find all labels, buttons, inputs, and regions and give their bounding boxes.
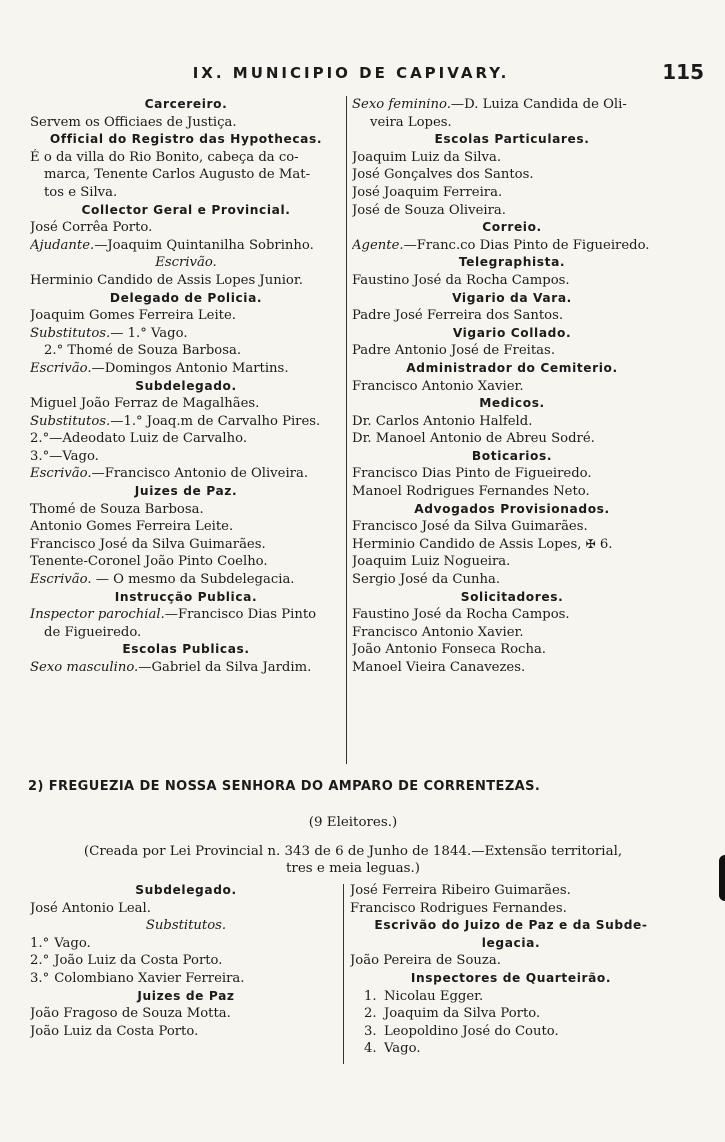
text-line: Padre Antonio José de Freitas.: [352, 343, 556, 359]
name: —Francisco Antonio de Oliveira.: [91, 466, 309, 482]
name: —Gabriel da Silva Jardim.: [138, 660, 312, 675]
heading-delegado: Delegado de Policia.: [109, 290, 263, 305]
text-line: Francisco Rodrigues Fernandes.: [350, 900, 567, 916]
heading-escrivao: Escrivão.: [155, 255, 217, 271]
heading-instrucao: Instrucção Publica.: [114, 589, 258, 604]
heading-collector: Collector Geral e Provincial.: [81, 202, 291, 217]
heading-escrivao: Escrivão do Juizo de Paz e da Subde-: [374, 918, 648, 933]
name: —Francisco Dias Pinto: [164, 607, 317, 623]
name: —1.° Joaq.m de Carvalho Pires.: [110, 413, 321, 429]
bottom-left-column: [30, 882, 342, 1040]
page-number: 115: [662, 60, 704, 84]
text-line: José Gonçalves dos Santos.: [352, 167, 534, 183]
text-line: João Pereira de Souza.: [350, 953, 501, 969]
item-number: 2.: [364, 1006, 377, 1022]
name: Nicolau Egger.: [384, 988, 484, 1004]
text-line: É o da villa do Rio Bonito, cabeça da co-: [30, 149, 299, 165]
text-line: tos e Silva.: [44, 184, 118, 200]
name: — O mesmo da Subdelegacia.: [91, 572, 295, 588]
label-inspector: Inspector parochial.: [30, 607, 165, 623]
text-line: Dr. Manoel Antonio de Abreu Sodré.: [352, 431, 595, 447]
text-line: marca, Tenente Carlos Augusto de Mat-: [44, 167, 311, 183]
text-line: [30, 237, 342, 255]
label-substitutos: Substitutos.: [30, 413, 111, 429]
heading-advogados: Advogados Provisionados.: [414, 501, 610, 516]
text-line: veira Lopes.: [370, 114, 452, 130]
list-item: [350, 1005, 672, 1023]
page-header: [26, 60, 704, 90]
text-line: [352, 237, 672, 255]
text-line: Sergio José da Cunha.: [352, 572, 501, 588]
text-line: 2.°—Adeodato Luiz de Carvalho.: [30, 431, 248, 447]
name: Vago.: [54, 935, 91, 951]
text-line: de Figueiredo.: [44, 624, 142, 640]
text-line: José Antonio Leal.: [30, 900, 151, 916]
name: —Franc.co Dias Pinto de Figueiredo.: [403, 237, 650, 253]
label-escrivao: Escrivão.: [30, 466, 92, 482]
name: Vago.: [384, 1041, 421, 1057]
text-line: [352, 536, 672, 554]
label-escrivao: Escrivão.: [30, 572, 92, 588]
column-divider: [346, 96, 347, 764]
text-line: Dr. Carlos Antonio Halfeld.: [352, 413, 533, 429]
text-line: Padre José Ferreira dos Santos.: [352, 308, 564, 324]
item-number: 4.: [364, 1041, 377, 1057]
text-line: Faustino José da Rocha Campos.: [352, 272, 570, 288]
text-line: [30, 465, 342, 483]
list-item: [30, 970, 342, 988]
heading-subdelegado: Subdelegado.: [135, 883, 237, 897]
heading-boticarios: Boticarios.: [471, 448, 553, 463]
text-line: Francisco José da Silva Guimarães.: [30, 536, 266, 552]
label-ajudante: Ajudante.: [30, 237, 95, 253]
list-item: [30, 935, 342, 953]
name: João Luiz da Costa Porto.: [54, 953, 223, 969]
heading-substitutos: Substitutos.: [145, 918, 227, 934]
text-line: [30, 325, 342, 343]
list-item: [30, 952, 342, 970]
name: —Joaquim Quintanilha Sobrinho.: [94, 237, 314, 253]
label-agente: Agente.: [352, 237, 404, 253]
item-number: 1.°: [30, 935, 50, 951]
creation-line-2: tres e meia leguas.): [286, 861, 420, 876]
text-line: [30, 571, 342, 589]
heading-inspectores: Inspectores de Quarteirão.: [410, 970, 612, 985]
eleitores-line: (9 Eleitores.): [308, 815, 398, 830]
name: Leopoldino José do Couto.: [384, 1023, 559, 1039]
decoration-cross-icon: ✠: [585, 536, 596, 551]
text-line: [30, 360, 342, 378]
item-number: 3.: [364, 1023, 377, 1039]
list-item: [350, 1023, 672, 1041]
bottom-right-column: [350, 882, 672, 1058]
text-line: Francisco José da Silva Guimarães.: [352, 519, 588, 535]
heading-medicos: Medicos.: [479, 396, 545, 411]
heading-carcereiro: Carcereiro.: [144, 97, 228, 111]
text-line: Servem os Officiaes de Justiça.: [30, 114, 237, 130]
heading-official: Official do Registro das Hypothecas.: [49, 132, 323, 147]
text-line: Miguel João Ferraz de Magalhães.: [30, 396, 260, 412]
heading-escolas-publicas: Escolas Publicas.: [122, 642, 250, 657]
text-line: José Corrêa Porto.: [30, 220, 153, 236]
text-line: João Antonio Fonseca Rocha.: [352, 642, 546, 658]
text-line: Francisco Antonio Xavier.: [352, 378, 524, 394]
heading-vigario-collado: Vigario Collado.: [452, 325, 572, 340]
name: —D. Luiza Candida de Oli-: [450, 97, 627, 112]
name: — 1.° Vago.: [110, 325, 188, 341]
heading-vigario-vara: Vigario da Vara.: [452, 290, 572, 305]
heading-administrador: Administrador do Cemiterio.: [406, 360, 618, 375]
text-line: Antonio Gomes Ferreira Leite.: [30, 519, 234, 535]
text-line: João Fragoso de Souza Motta.: [30, 1006, 231, 1022]
name: Joaquim da Silva Porto.: [384, 1006, 541, 1022]
item-number: 3.°: [30, 970, 50, 986]
name: Herminio Candido de Assis Lopes,: [352, 536, 582, 552]
text-line: [30, 606, 342, 624]
label-escrivao: Escrivão.: [30, 360, 92, 376]
list-item: [350, 1040, 672, 1058]
section-title: 2) FREGUEZIA DE NOSSA SENHORA DO AMPARO DE CORRENTEZAS.: [28, 779, 541, 794]
text-line: Joaquim Luiz Nogueira.: [352, 554, 511, 570]
heading-escolas-particulares: Escolas Particulares.: [434, 132, 590, 147]
text-line: Herminio Candido de Assis Lopes Junior.: [30, 272, 303, 288]
text-line: 2.° Thomé de Souza Barbosa.: [44, 343, 242, 359]
text-line: Francisco Antonio Xavier.: [352, 624, 524, 640]
text-line: Manoel Rodrigues Fernandes Neto.: [352, 484, 590, 500]
left-column: [30, 96, 342, 677]
heading-telegraphista: Telegraphista.: [458, 255, 566, 270]
binding-mark: [719, 855, 725, 901]
heading-correio: Correio.: [482, 220, 542, 235]
text-line: [30, 659, 342, 677]
heading-subdelegado: Subdelegado.: [135, 378, 237, 393]
text-line: [30, 413, 342, 431]
heading-juizes: Juizes de Paz: [137, 988, 235, 1003]
column-divider-bottom: [343, 884, 344, 1064]
label-substitutos: Substitutos.: [30, 325, 111, 341]
text-line: José de Souza Oliveira.: [352, 202, 506, 218]
chapter-title: IX. MUNICIPIO DE CAPIVARY.: [192, 64, 510, 82]
heading-solicitadores: Solicitadores.: [460, 589, 564, 604]
text-line: Tenente-Coronel João Pinto Coelho.: [30, 554, 268, 570]
text-line: João Luiz da Costa Porto.: [30, 1023, 199, 1039]
text-line: Francisco Dias Pinto de Figueiredo.: [352, 466, 592, 482]
text-line: Manoel Vieira Canavezes.: [352, 660, 526, 675]
name: —Domingos Antonio Martins.: [91, 360, 289, 376]
text-line: José Ferreira Ribeiro Guimarães.: [350, 883, 571, 898]
item-number: 1.: [364, 988, 377, 1004]
name: Colombiano Xavier Ferreira.: [54, 970, 245, 986]
list-item: [350, 988, 672, 1006]
heading-escrivao-cont: legacia.: [481, 935, 541, 950]
right-column: [352, 96, 672, 677]
item-number: 2.°: [30, 953, 50, 969]
text-line: Joaquim Luiz da Silva.: [352, 149, 502, 165]
text-line: 3.°—Vago.: [30, 448, 99, 464]
label-sexo-masculino: Sexo masculino.: [30, 660, 139, 675]
label-sexo-feminino: Sexo feminino.: [352, 97, 451, 112]
text-line: José Joaquim Ferreira.: [352, 184, 503, 200]
heading-juizes: Juizes de Paz.: [134, 484, 238, 499]
text-line: Thomé de Souza Barbosa.: [30, 501, 204, 517]
order-number: 6.: [599, 536, 613, 552]
text-line: Joaquim Gomes Ferreira Leite.: [30, 308, 236, 324]
text-line: Faustino José da Rocha Campos.: [352, 607, 570, 623]
text-line: [352, 96, 672, 114]
creation-line-1: (Creada por Lei Provincial n. 343 de 6 de Junho de 1844.—Extensão territorial,: [83, 844, 623, 859]
